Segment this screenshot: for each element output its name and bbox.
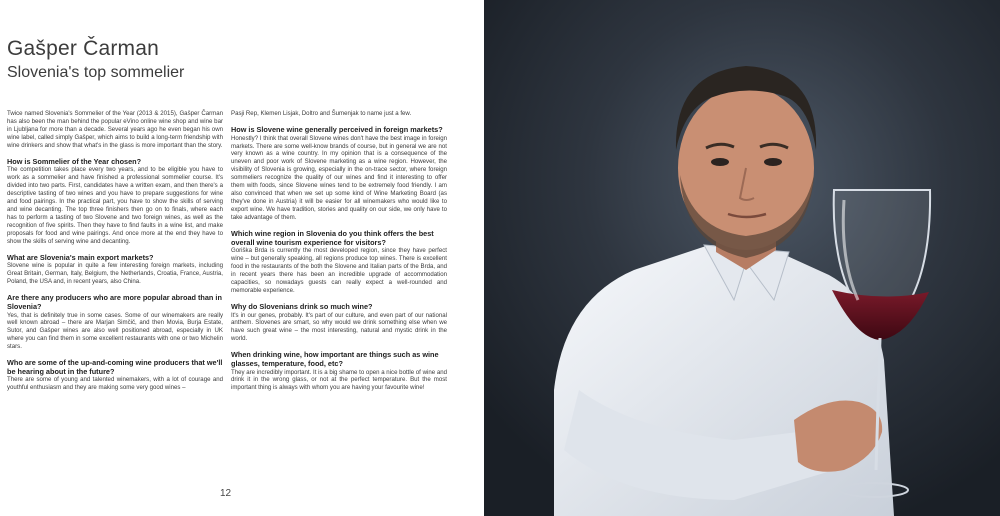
qa-block [7,158,223,246]
intro-paragraph: Twice named Slovenia's Sommelier of the Year (2013 & 2015), Gašper Čarman has also been the man behind the popular eVino online wine shop and wine bar in Ljubljana for more than a decade. Several years ago he even began his own wine label, called simply Gašper, which aims to build a long-term friendship with wine drinkers and show that what's in the glass is more important than the story. [7,110,223,149]
article-subtitle: Slovenia's top sommelier [7,64,185,81]
portrait-photo [484,0,1000,516]
answer-paragraph: It's in our genes, probably. It's part of our culture, and even part of our national anthem. Slovenes are smart, so why would we drink something else when we have such great wine – the most interesting, natural and mystic drink in the world. [231,311,447,343]
qa-block [231,303,447,343]
question-heading: How is Sommelier of the Year chosen? [7,156,142,166]
article-column-1 [7,110,223,400]
question-heading: Why do Slovenians drink so much wine? [231,301,373,311]
answer-paragraph: Yes, that is definitely true in some cases. Some of our winemakers are really well known abroad – there are Marjan Simčič, and then Movia, Burja Estate, Sutor, and Gašper wines are also well positioned abroad, especially in UK where you can find them in some excellent restaurants with one or two Michelin stars. [7,311,223,351]
page-number: 12 [220,488,232,499]
question-heading: What are Slovenia's main export markets? [7,252,154,262]
answer-paragraph: The competition takes place every two years, and to be eligible you have to work as a sommelier and have finished a professional sommelier course. It's divided into two parts. First, candidates have a written exam, and then there's a descriptive tasting of two wines and you have to prepare suggestions for wine and food pairings. In the practical part, you have to show the skills of serving and wine decanting. The top three finishers then go on to finals, where each has to perform a tasting of two Slovene and two foreign wines, as well as the recognition of five spirits. Then they have to find faults in a wine list, and make proposals for food and wine pairings. And once more at the end they have to show the skills of serving wine and decanting. [7,166,223,245]
article-column-2 [231,110,447,400]
question-heading: When drinking wine, how important are things such as wine glasses, temperature, food, etc? [231,350,439,368]
answer-paragraph: They are incredibly important. It is a big shame to open a nice bottle of wine and drink it in the wrong glass, or not at the perfect temperature. But the most important thing is always with whom you are having your favourite wine! [231,368,447,392]
qa-block [231,230,447,295]
question-heading: Who are some of the up-and-coming wine producers that we'll be hearing about in the future? [7,358,223,376]
left-eye [711,158,729,166]
answer-paragraph: Goriška Brda is currently the most developed region, since they have perfect wine – but generally speaking, all regions produce top wines. There is excellent food in the restaurants of the both the Slovene and Italian parts of the Brda, and in recent years there has been an incredible upgrade of accommodation capacities, so nowadays guests can really expect a well-rounded and memorable experience. [231,247,447,294]
qa-block [7,294,223,351]
answer-paragraph: There are some of young and talented winemakers, with a lot of courage and youthful enthusiasm and they are making some very good wines – [7,376,223,392]
intro-block [7,110,223,150]
answer-paragraph: Honestly? I think that overall Slovene wines don't have the best image in foreign markets. There are some well-know brands of course, but in general we are not very known as a wine country. In my opinion that is a consequence of the uneven and poor work of Slovene marketing as a wine region. However, the visibility of Slovenia is growing, especially in the on-trace sector, where foreign sommeliers recognize the quality of our wines and find it interesting to offer them with foods, since Slovene wines tend to be extremely food friendly. I am also convinced that when we set up some kind of Wine Marketing Board (as they've done in Austria) it will be easier for all winemakers who would like to export wine. We have tradition, stories and quality on our side, we only have to take advantage of them. [231,134,447,222]
question-heading: Which wine region in Slovenia do you think offers the best overall wine tourism experience for visitors? [231,229,434,247]
portrait-illustration [484,0,1000,516]
question-heading: How is Slovene wine generally perceived in foreign markets? [231,124,443,134]
qa-block [231,351,447,392]
question-heading: Are there any producers who are more popular abroad than in Slovenia? [7,293,222,311]
qa-block [7,254,223,286]
continued-block [231,110,447,118]
article-page [0,0,484,516]
right-eye [764,158,782,166]
qa-block [7,359,223,392]
answer-paragraph: Slovene wine is popular in quite a few interesting foreign markets, including Great Britain, German, Italy, Belgium, the Netherlands, Croatia, France, Austria, Poland, the USA and, in recent years, also China. [7,262,223,286]
article-title: Gašper Čarman [7,37,159,60]
continued-paragraph: Pasji Rep, Klemen Lisjak, Doltro and Šumenjak to name just a few. [231,110,412,117]
qa-block [231,126,447,222]
